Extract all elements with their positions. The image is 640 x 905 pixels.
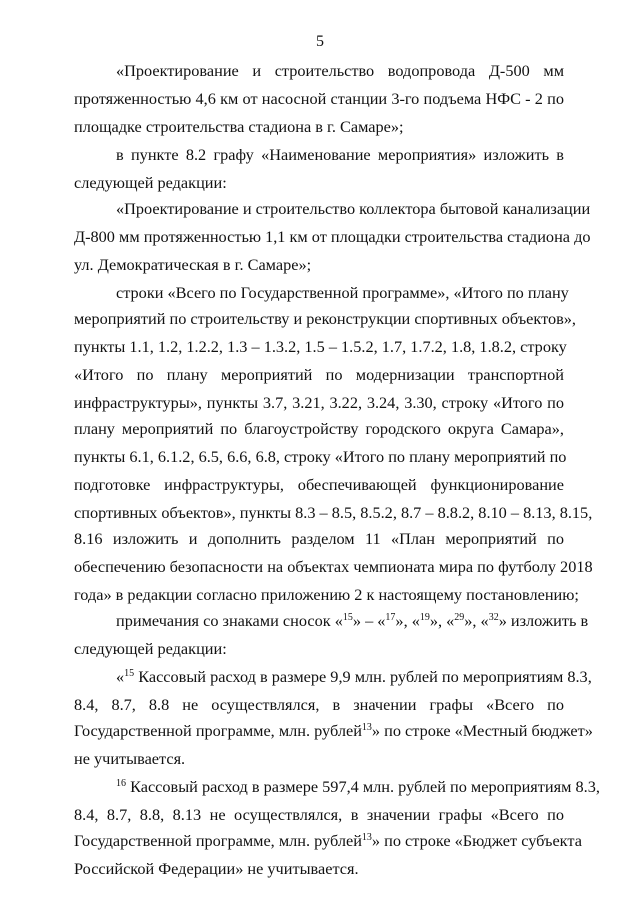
text-line — [74, 639, 564, 659]
footnote-marker: 15 — [124, 668, 135, 679]
text-line — [74, 859, 564, 879]
text-segment: подготовке инфраструктуры, обеспечивающей функционирование — [74, 475, 564, 494]
text-segment: плану мероприятий по благоустройству городского округа Самара», — [74, 419, 564, 438]
text-line — [74, 337, 567, 357]
text-line — [74, 695, 564, 715]
text-line — [74, 365, 564, 385]
text-line — [116, 611, 589, 631]
text-segment: Государственной программе, млн. рублей — [74, 831, 362, 850]
text-line — [116, 145, 564, 165]
text-line — [74, 309, 577, 329]
text-segment: протяженностью 4,6 км от насосной станции 3-го подъема НФС - 2 по — [74, 89, 564, 108]
text-segment: », « — [464, 611, 489, 630]
text-line — [74, 393, 564, 413]
footnote-marker: 19 — [419, 612, 430, 623]
footnote-marker: 13 — [361, 722, 372, 733]
text-segment: следующей редакции: — [74, 173, 227, 192]
text-line — [74, 749, 564, 769]
text-segment: года» в редакции согласно приложению 2 к настоящему постановлению; — [74, 585, 579, 604]
text-line — [74, 475, 564, 495]
text-segment: обеспечению безопасности на объектах чемпионата мира по футболу 2018 — [74, 557, 593, 576]
text-line — [74, 117, 564, 137]
text-segment: 8.4, 8.7, 8.8 не осуществлялся, в значении графы «Всего по — [74, 695, 564, 714]
text-line — [74, 255, 564, 275]
text-segment: пункты 1.1, 1.2, 1.2.2, 1.3 – 1.3.2, 1.5 – 1.5.2, 1.7, 1.7.2, 1.8, 1.8.2, строку — [74, 337, 567, 356]
text-segment: «Итого по плану мероприятий по модернизации транспортной — [74, 365, 564, 384]
text-segment: мероприятий по строительству и реконструкции спортивных объектов», — [74, 309, 577, 328]
text-segment: следующей редакции: — [74, 639, 227, 658]
text-segment: », « — [429, 611, 455, 630]
text-line — [116, 777, 600, 797]
text-segment: спортивных объектов», пункты 8.3 – 8.5, 8.5.2, 8.7 – 8.8.2, 8.10 – 8.13, 8.15, — [74, 503, 593, 522]
page-number: 5 — [316, 33, 324, 50]
text-segment: « — [116, 667, 125, 686]
text-segment: пункты 6.1, 6.1.2, 6.5, 6.6, 6.8, строку «Итого по плану мероприятий по — [74, 447, 567, 466]
text-segment: » – « — [352, 611, 386, 630]
text-segment: Кассовый расход в размере 597,4 млн. рублей по мероприятиям 8.3, — [126, 777, 600, 796]
text-line — [116, 61, 564, 81]
text-segment: Государственной программе, млн. рублей — [74, 721, 362, 740]
text-segment: строки «Всего по Государственной программе», «Итого по плану — [116, 283, 569, 302]
text-line — [74, 721, 593, 741]
text-line — [74, 227, 591, 247]
footnote-marker: 13 — [361, 832, 372, 843]
text-segment: площадке строительства стадиона в г. Самаре»; — [74, 117, 404, 136]
text-segment: » по строке «Местный бюджет» — [371, 721, 593, 740]
text-segment: » по строке «Бюджет субъекта — [371, 831, 582, 850]
text-segment: », « — [395, 611, 420, 630]
text-line — [74, 557, 593, 577]
text-segment: «Проектирование и строительство водопровода Д-500 мм — [116, 61, 564, 80]
text-line — [74, 805, 564, 825]
text-segment: инфраструктуры», пункты 3.7, 3.21, 3.22, 3.24, 3.30, строку «Итого по — [74, 393, 564, 412]
text-segment: Кассовый расход в размере 9,9 млн. рублей по мероприятиям 8.3, — [134, 667, 592, 686]
text-line — [74, 89, 564, 109]
text-line — [116, 199, 591, 219]
text-line — [74, 529, 564, 549]
text-line — [116, 667, 592, 687]
text-line — [74, 419, 564, 439]
text-segment: не учитывается. — [74, 749, 186, 768]
text-segment: 8.4, 8.7, 8.8, 8.13 не осуществлялся, в значении графы «Всего по — [74, 805, 564, 824]
text-line — [116, 283, 569, 303]
footnote-marker: 32 — [488, 612, 499, 623]
footnote-marker: 15 — [342, 612, 353, 623]
text-segment: Российской Федерации» не учитывается. — [74, 859, 359, 878]
text-segment: «Проектирование и строительство коллектора бытовой канализации — [116, 199, 591, 218]
text-line — [74, 831, 582, 851]
footnote-marker: 29 — [454, 612, 465, 623]
text-segment: 8.16 изложить и дополнить разделом 11 «План мероприятий по — [74, 529, 564, 548]
text-line — [74, 173, 564, 193]
footnote-marker: 16 — [116, 778, 126, 789]
text-line — [74, 447, 567, 467]
footnote-marker: 17 — [385, 612, 396, 623]
text-segment: Д-800 мм протяженностью 1,1 км от площадки строительства стадиона до — [74, 227, 591, 246]
text-segment: в пункте 8.2 графу «Наименование мероприятия» изложить в — [116, 145, 564, 164]
text-segment: примечания со знаками сносок « — [116, 611, 343, 630]
text-line — [74, 503, 593, 523]
text-line — [74, 585, 579, 605]
text-segment: » изложить в — [498, 611, 589, 630]
text-segment: ул. Демократическая в г. Самаре»; — [74, 255, 312, 274]
